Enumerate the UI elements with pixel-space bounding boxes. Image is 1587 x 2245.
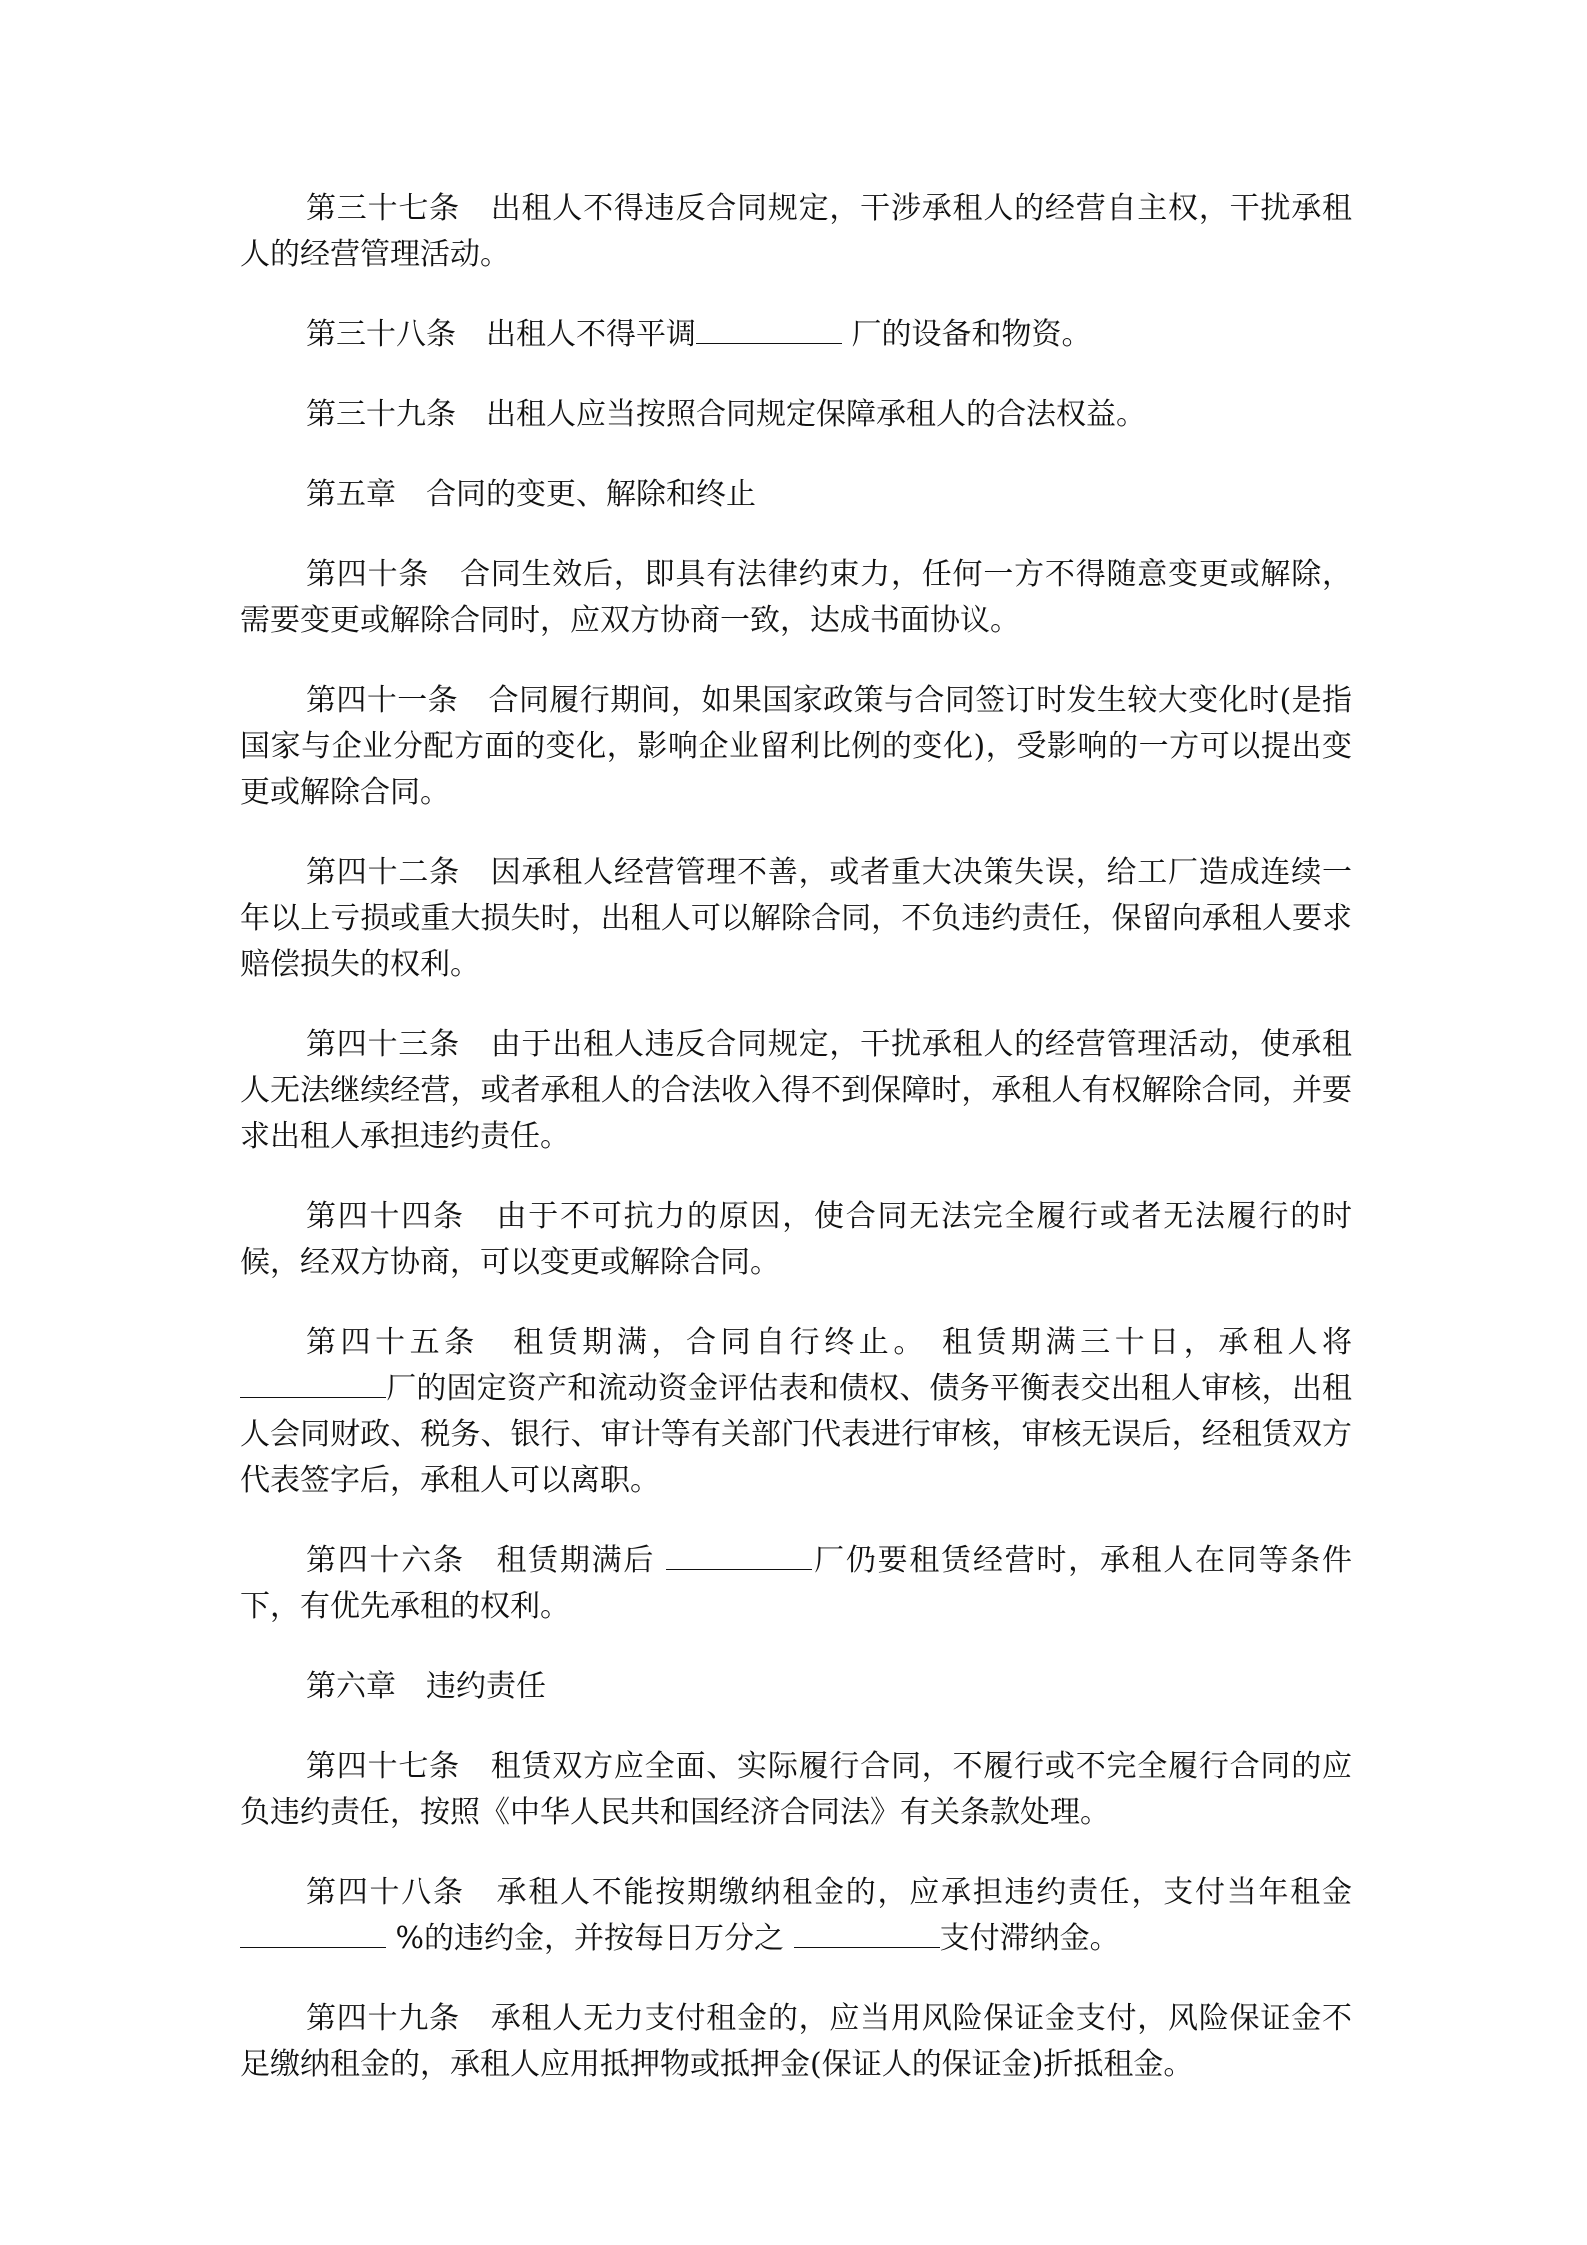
fill-in-blank <box>240 1367 386 1398</box>
article-46-text-before: 第四十六条 租赁期满后 <box>306 1543 667 1578</box>
article-39: 第三十九条 出租人应当按照合同规定保障承租人的合法权益。 <box>306 397 1146 432</box>
article-42: 第四十二条 因承租人经营管理不善，或者重大决策失误，给工厂造成连续一年以上亏损或重大损失时，出租人可以解除合同，不负违约责任，保留向承租人要求赔偿损失的权利。 <box>240 855 1352 982</box>
article-38 <box>240 312 1352 358</box>
document-page <box>240 186 1352 2122</box>
fill-in-blank <box>794 1917 940 1948</box>
fill-in-blank <box>696 313 842 344</box>
article-48-text-after: 支付滞纳金。 <box>939 1921 1120 1956</box>
article-48-text-before: 第四十八条 承租人不能按期缴纳租金的，应承担违约责任，支付当年租金 <box>306 1875 1352 1910</box>
article-43: 第四十三条 由于出租人违反合同规定，干扰承租人的经营管理活动，使承租人无法继续经营，或者承租人的合法收入得不到保障时，承租人有权解除合同，并要求出租人承担违约责任。 <box>240 1027 1352 1154</box>
article-49: 第四十九条 承租人无力支付租金的，应当用风险保证金支付，风险保证金不足缴纳租金的，承租人应用抵押物或抵押金(保证人的保证金)折抵租金。 <box>240 2001 1352 2082</box>
chapter-6-heading: 第六章 违约责任 <box>306 1669 546 1704</box>
article-48 <box>240 1870 1352 1962</box>
article-38-text-before: 第三十八条 出租人不得平调 <box>306 317 696 352</box>
article-46 <box>240 1538 1352 1630</box>
article-46-text-after: 厂仍要租赁经营时，承租人在同等条件下，有优先承租的权利。 <box>240 1543 1352 1624</box>
article-47: 第四十七条 租赁双方应全面、实际履行合同，不履行或不完全履行合同的应负违约责任，按照《中华人民共和国经济合同法》有关条款处理。 <box>240 1749 1352 1830</box>
article-48-text-middle: %的违约金，并按每日万分之 <box>386 1921 794 1956</box>
fill-in-blank <box>666 1539 812 1570</box>
article-45 <box>240 1320 1352 1504</box>
article-38-text-after: 厂的设备和物资。 <box>842 317 1092 352</box>
chapter-5-heading: 第五章 合同的变更、解除和终止 <box>306 477 756 512</box>
article-41: 第四十一条 合同履行期间，如果国家政策与合同签订时发生较大变化时(是指国家与企业分配方面的变化，影响企业留利比例的变化)，受影响的一方可以提出变更或解除合同。 <box>240 683 1352 810</box>
fill-in-blank <box>240 1917 386 1948</box>
article-37: 第三十七条 出租人不得违反合同规定，干涉承租人的经营自主权，干扰承租人的经营管理活动。 <box>240 191 1352 272</box>
article-40: 第四十条 合同生效后，即具有法律约束力，任何一方不得随意变更或解除，需要变更或解除合同时，应双方协商一致，达成书面协议。 <box>240 557 1352 638</box>
article-44: 第四十四条 由于不可抗力的原因，使合同无法完全履行或者无法履行的时候，经双方协商，可以变更或解除合同。 <box>240 1199 1352 1280</box>
article-45-text-before: 第四十五条 租赁期满，合同自行终止。 租赁期满三十日，承租人将 <box>306 1325 1352 1360</box>
article-45-text-after: 厂的固定资产和流动资金评估表和债权、债务平衡表交出租人审核，出租人会同财政、税务、银行、审计等有关部门代表进行审核，审核无误后，经租赁双方代表签字后，承租人可以离职。 <box>240 1371 1352 1498</box>
